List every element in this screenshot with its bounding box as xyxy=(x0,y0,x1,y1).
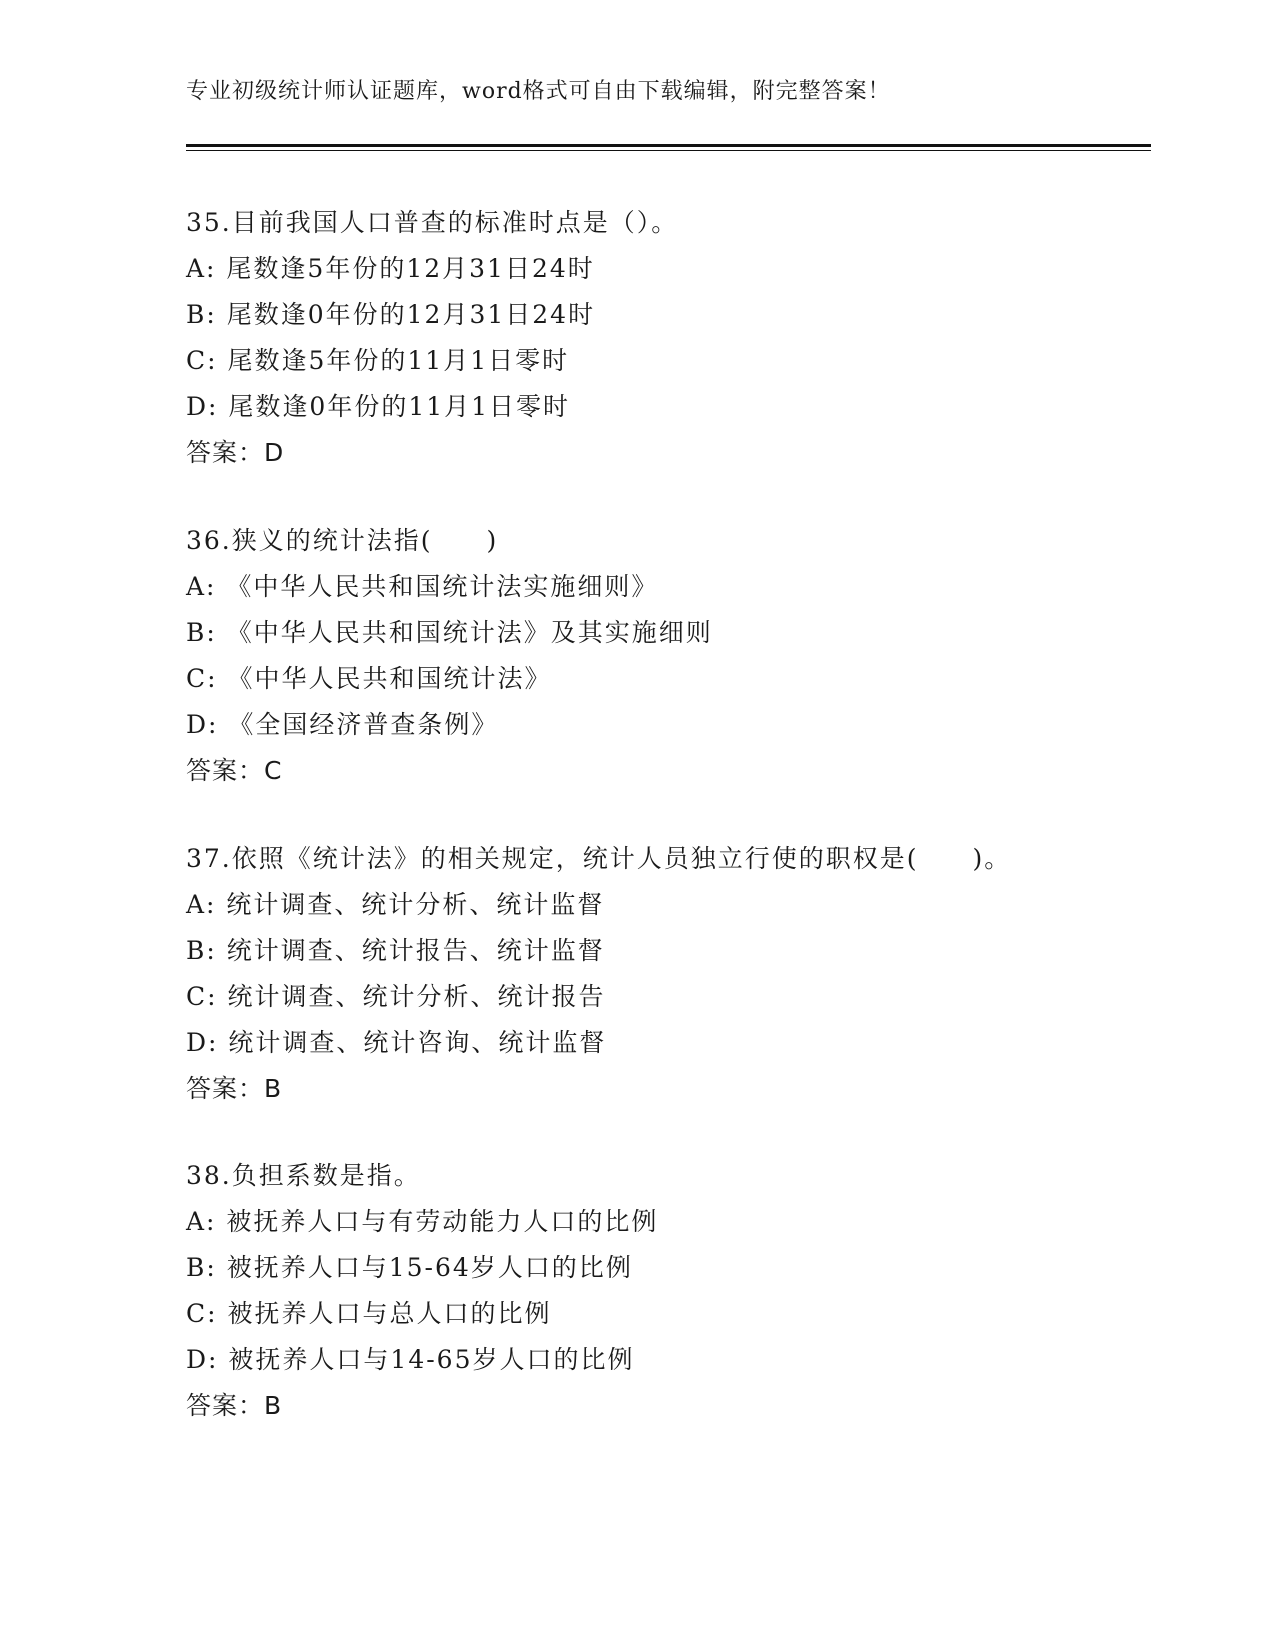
option-a: A: 统计调查、统计分析、统计监督 xyxy=(186,890,605,919)
question-block xyxy=(186,836,1146,1112)
option-b: B: 被抚养人口与15-64岁人口的比例 xyxy=(186,1253,633,1282)
option-c: C: 尾数逢5年份的11月1日零时 xyxy=(186,346,570,375)
question-block xyxy=(186,200,1146,476)
answer-line: 答案：C xyxy=(186,756,283,785)
option-d: D: 尾数逢0年份的11月1日零时 xyxy=(186,392,571,421)
answer-line: 答案：D xyxy=(186,438,285,467)
header-divider-thin xyxy=(186,150,1151,151)
option-b: B: 统计调查、统计报告、统计监督 xyxy=(186,936,605,965)
option-d: D: 统计调查、统计咨询、统计监督 xyxy=(186,1028,607,1057)
header-divider xyxy=(186,144,1151,147)
option-a: A: 尾数逢5年份的12月31日24时 xyxy=(186,254,595,283)
question-title: 35.目前我国人口普查的标准时点是（）。 xyxy=(186,208,679,237)
option-a: A: 《中华人民共和国统计法实施细则》 xyxy=(186,572,659,601)
option-c: C: 统计调查、统计分析、统计报告 xyxy=(186,982,606,1011)
answer-line: 答案：B xyxy=(186,1074,283,1103)
option-a: A: 被抚养人口与有劳动能力人口的比例 xyxy=(186,1207,659,1236)
answer-line: 答案：B xyxy=(186,1391,283,1420)
question-block xyxy=(186,518,1146,794)
option-b: B: 尾数逢0年份的12月31日24时 xyxy=(186,300,596,329)
question-title: 36.狭义的统计法指( ) xyxy=(186,526,499,555)
option-b: B: 《中华人民共和国统计法》及其实施细则 xyxy=(186,618,713,647)
option-d: D: 被抚养人口与14-65岁人口的比例 xyxy=(186,1345,635,1374)
option-c: C: 被抚养人口与总人口的比例 xyxy=(186,1299,552,1328)
option-d: D: 《全国经济普查条例》 xyxy=(186,710,499,739)
question-title: 37.依照《统计法》的相关规定，统计人员独立行使的职权是( )。 xyxy=(186,844,1012,873)
question-block xyxy=(186,1153,1146,1429)
question-title: 38.负担系数是指。 xyxy=(186,1161,421,1190)
option-c: C: 《中华人民共和国统计法》 xyxy=(186,664,552,693)
page-header: 专业初级统计师认证题库，word格式可自由下载编辑，附完整答案！ xyxy=(186,79,891,104)
